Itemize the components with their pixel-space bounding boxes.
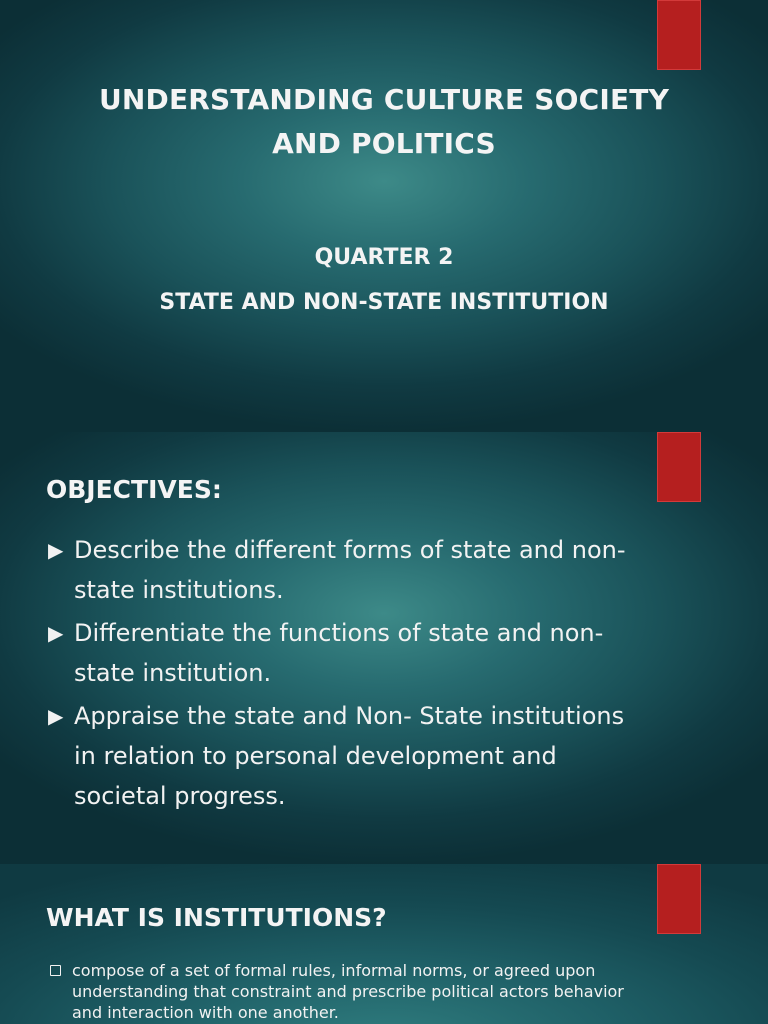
objective-line: in relation to personal development and [74,742,557,770]
definition-line: compose of a set of formal rules, informal norms, or agreed upon [72,961,596,980]
slide-title [0,78,768,166]
definition-line: understanding that constraint and prescribe political actors behavior [72,982,624,1001]
title-line: AND POLITICS [272,127,496,160]
objective-line: Appraise the state and Non- State institutions [74,702,625,730]
objective-line: state institution. [74,659,272,687]
accent-bar [657,432,701,502]
institutions-slide [0,864,768,1024]
objectives-heading: OBJECTIVES: [46,475,222,504]
definition-line: and interaction with one another. [72,1003,339,1022]
objective-item [46,613,686,693]
objective-item [46,530,686,610]
objective-item [46,696,686,816]
objective-line: state institutions. [74,576,284,604]
objectives-slide [0,432,768,864]
definition-item [50,960,732,1023]
objectives-list [46,530,686,819]
quarter-label: QUARTER 2 [314,245,454,270]
triangle-arrow-icon: ▶ [48,704,64,728]
square-bullet-icon [50,965,61,976]
institutions-heading: WHAT IS INSTITUTIONS? [46,903,387,932]
accent-bar [657,0,701,70]
objective-line: societal progress. [74,782,286,810]
objective-line: Differentiate the functions of state and non- [74,619,604,647]
objective-line: Describe the different forms of state and non- [74,536,626,564]
topic-label: STATE AND NON-STATE INSTITUTION [159,290,609,315]
triangle-arrow-icon: ▶ [48,538,64,562]
accent-bar [657,864,701,934]
title-slide [0,0,768,432]
title-line: UNDERSTANDING CULTURE SOCIETY [98,83,670,116]
triangle-arrow-icon: ▶ [48,621,64,645]
